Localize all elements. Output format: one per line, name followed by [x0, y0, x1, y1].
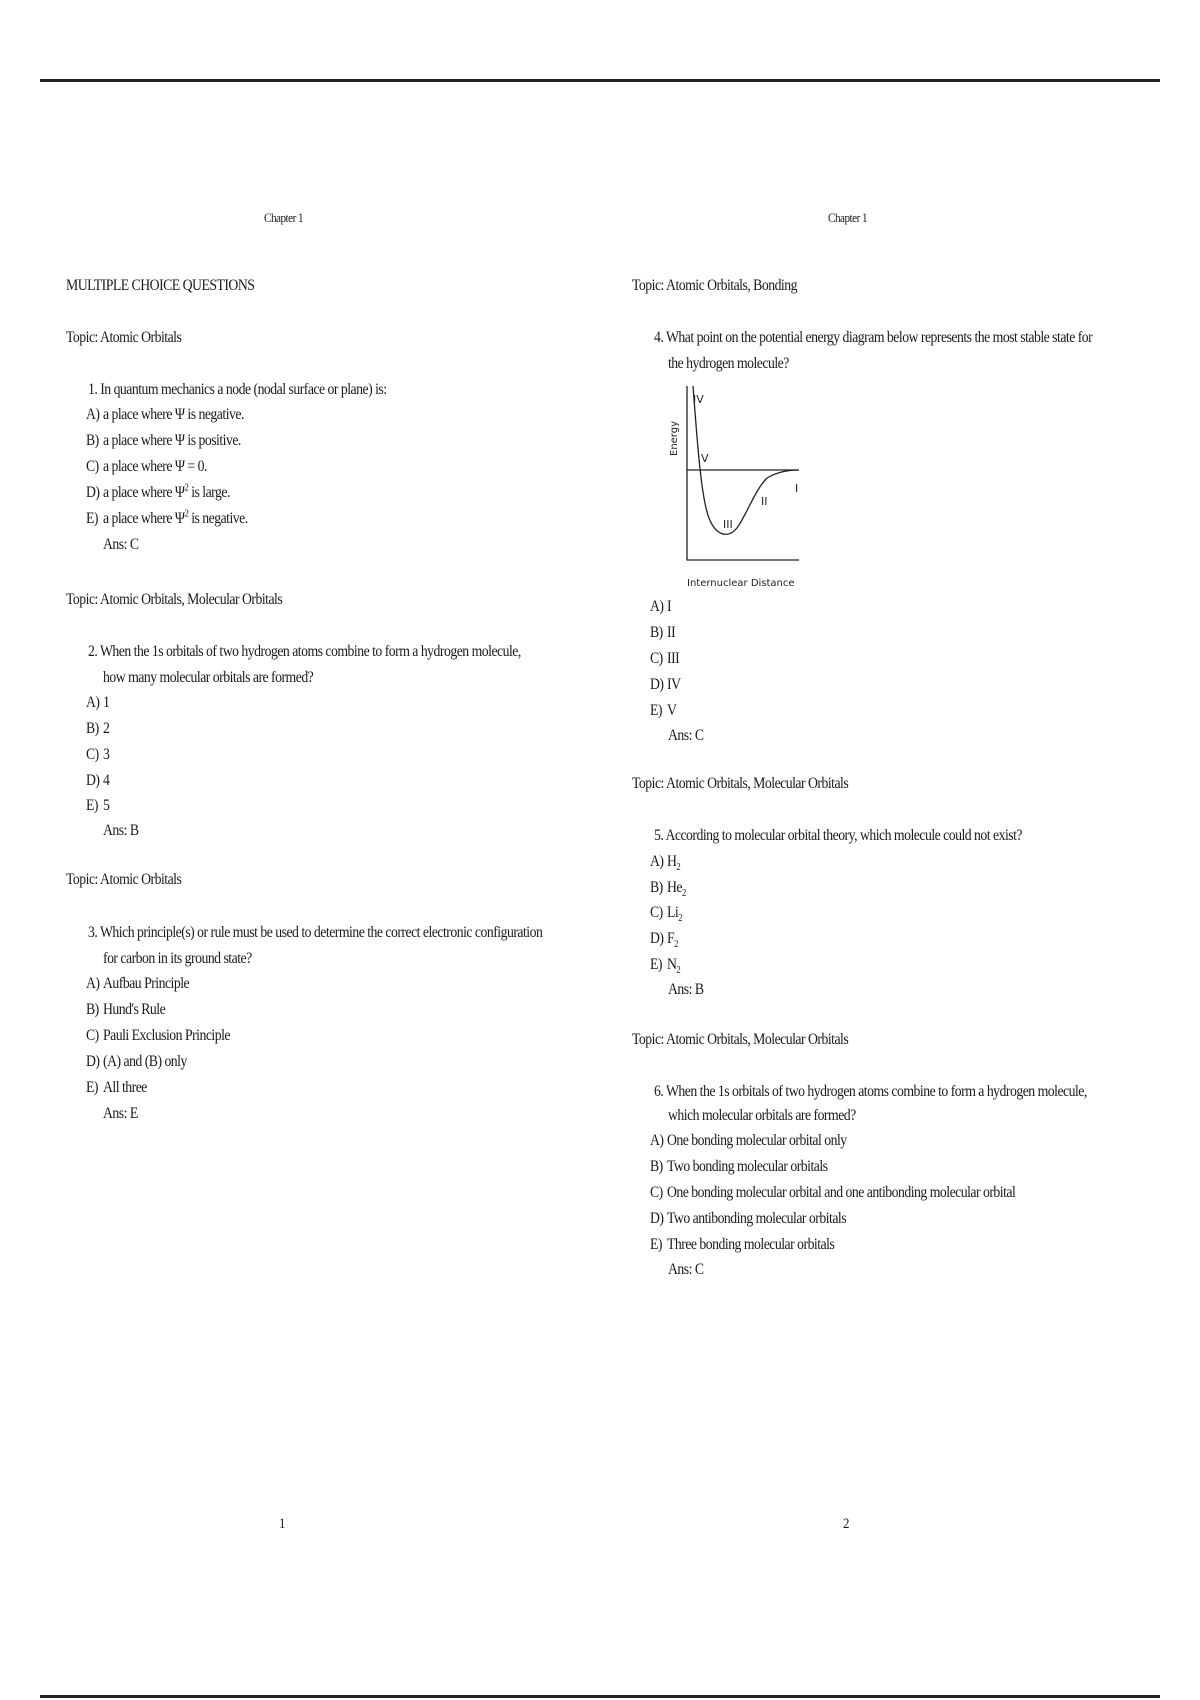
diagram-point-V: V — [701, 452, 709, 465]
option-letter: C) — [650, 904, 663, 921]
option-letter: B) — [86, 1001, 99, 1018]
option-text: Two bonding molecular orbitals — [667, 1158, 828, 1175]
option-text: a place where Ψ is positive. — [103, 432, 241, 449]
option-text: V — [667, 702, 677, 719]
option-text: 1 — [103, 694, 110, 711]
option-text: 2 — [103, 720, 110, 737]
option-text: I — [667, 598, 672, 615]
answer-key: Ans: B — [103, 822, 139, 839]
option-letter: C) — [650, 1184, 663, 1201]
option-text: Two antibonding molecular orbitals — [667, 1210, 847, 1227]
option-letter: B) — [650, 624, 663, 641]
page-number: 2 — [843, 1516, 849, 1532]
section-title: MULTIPLE CHOICE QUESTIONS — [66, 277, 255, 294]
option-text: Aufbau Principle — [103, 975, 190, 992]
option-text: a place where $\Psi^2$ is negative. — [103, 508, 248, 527]
option-letter: C) — [86, 1027, 99, 1044]
option-letter: C) — [86, 458, 99, 475]
option-text: 4 — [103, 772, 110, 789]
option-text: $He_2$ — [667, 879, 686, 900]
answer-key: Ans: C — [103, 536, 139, 553]
option-letter: A) — [86, 694, 100, 711]
question-stem-cont: which molecular orbitals are formed? — [668, 1107, 856, 1124]
question-stem: 1. In quantum mechanics a node (nodal surface or plane) is: — [88, 381, 387, 398]
answer-key: Ans: C — [668, 1261, 704, 1278]
option-text: $Li_2$ — [667, 904, 682, 925]
option-letter: D) — [650, 1210, 664, 1227]
option-letter: E) — [86, 1079, 98, 1096]
option-letter: B) — [86, 720, 99, 737]
question-stem: 6. When the 1s orbitals of two hydrogen atoms combine to form a hydrogen molecule, — [654, 1083, 1087, 1100]
option-text: III — [667, 650, 680, 667]
option-text: (A) and (B) only — [103, 1053, 187, 1070]
question-stem-cont: the hydrogen molecule? — [668, 355, 789, 372]
option-text: $H_2$ — [667, 853, 681, 874]
option-text: a place where $\Psi^2$ is large. — [103, 482, 230, 501]
diagram-y-label: Energy — [669, 420, 680, 456]
option-text: Pauli Exclusion Principle — [103, 1027, 230, 1044]
question-stem: 2. When the 1s orbitals of two hydrogen atoms combine to form a hydrogen molecule, — [88, 643, 521, 660]
option-text: a place where Ψ = 0. — [103, 458, 207, 475]
diagram-point-III: III — [723, 518, 733, 531]
option-letter: B) — [86, 432, 99, 449]
diagram-point-II: II — [761, 495, 768, 508]
option-letter: D) — [650, 930, 664, 947]
option-text: II — [667, 624, 676, 641]
option-letter: B) — [650, 879, 663, 896]
page-number: 1 — [279, 1516, 285, 1532]
option-letter: A) — [86, 975, 100, 992]
option-text: IV — [667, 676, 681, 693]
question-stem: 5. According to molecular orbital theory, which molecule could not exist? — [654, 827, 1023, 844]
option-text: $N_2$ — [667, 956, 681, 977]
answer-key: Ans: B — [668, 981, 704, 998]
option-letter: E) — [86, 797, 98, 814]
diagram-point-I: I — [795, 482, 799, 495]
potential-energy-diagram — [657, 378, 807, 588]
option-letter: A) — [650, 1132, 664, 1149]
option-letter: B) — [650, 1158, 663, 1175]
option-letter: E) — [86, 510, 98, 527]
question-stem: 4. What point on the potential energy diagram below represents the most stable state for — [654, 329, 1093, 346]
option-text: 3 — [103, 746, 110, 763]
topic-label: Topic: Atomic Orbitals, Bonding — [632, 277, 797, 294]
diagram-point-IV: IV — [693, 393, 704, 406]
page-header: Chapter 1 — [264, 210, 304, 225]
topic-label: Topic: Atomic Orbitals, Molecular Orbitals — [632, 775, 849, 792]
question-stem: 3. Which principle(s) or rule must be used to determine the correct electronic configuration — [88, 924, 543, 941]
option-letter: E) — [650, 702, 662, 719]
option-letter: D) — [650, 676, 664, 693]
page-header: Chapter 1 — [828, 210, 868, 225]
option-letter: A) — [650, 853, 664, 870]
topic-label: Topic: Atomic Orbitals — [66, 329, 182, 346]
option-letter: D) — [86, 484, 100, 501]
option-letter: C) — [650, 650, 663, 667]
option-text: One bonding molecular orbital only — [667, 1132, 847, 1149]
energy-curve — [693, 386, 799, 534]
option-text: Three bonding molecular orbitals — [667, 1236, 835, 1253]
option-text: 5 — [103, 797, 110, 814]
option-text: a place where Ψ is negative. — [103, 406, 244, 423]
page-2 — [600, 0, 1200, 1700]
option-text: All three — [103, 1079, 147, 1096]
answer-key: Ans: C — [668, 727, 704, 744]
option-text: Hund's Rule — [103, 1001, 166, 1018]
option-letter: A) — [86, 406, 100, 423]
answer-key: Ans: E — [103, 1105, 138, 1122]
question-stem-cont: for carbon in its ground state? — [103, 950, 252, 967]
diagram-x-label: Internuclear Distance — [687, 578, 795, 588]
option-letter: E) — [650, 1236, 662, 1253]
question-stem-cont: how many molecular orbitals are formed? — [103, 669, 314, 686]
option-text: One bonding molecular orbital and one antibonding molecular orbital — [667, 1184, 1016, 1201]
topic-label: Topic: Atomic Orbitals, Molecular Orbitals — [632, 1031, 849, 1048]
topic-label: Topic: Atomic Orbitals, Molecular Orbitals — [66, 591, 283, 608]
option-text: $F_2$ — [667, 930, 678, 951]
diagram-y-axis — [687, 386, 799, 560]
option-letter: D) — [86, 772, 100, 789]
option-letter: D) — [86, 1053, 100, 1070]
topic-label: Topic: Atomic Orbitals — [66, 871, 182, 888]
option-letter: C) — [86, 746, 99, 763]
option-letter: A) — [650, 598, 664, 615]
option-letter: E) — [650, 956, 662, 973]
